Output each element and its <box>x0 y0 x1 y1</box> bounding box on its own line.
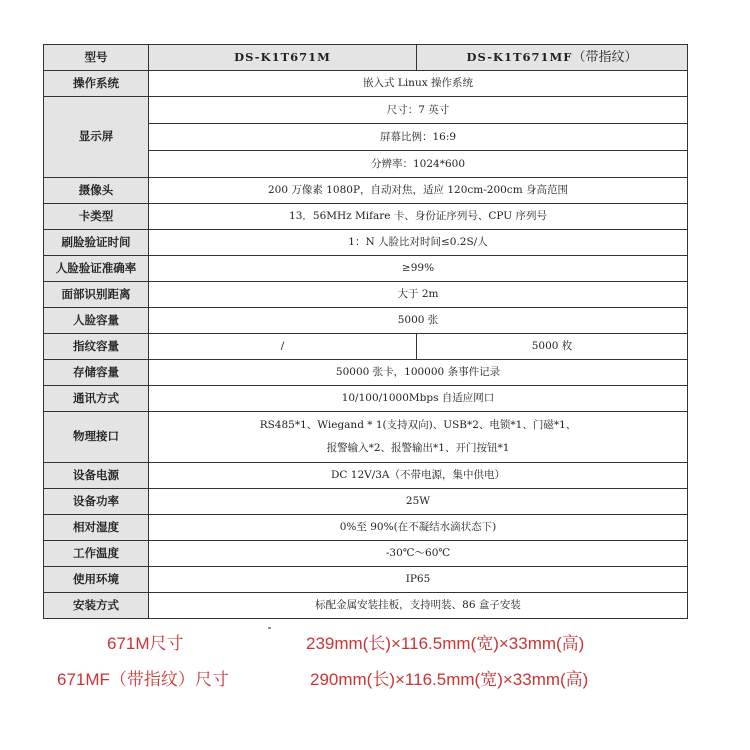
display-size-value: 尺寸：7 英寸 <box>149 97 688 124</box>
header-row <box>44 45 688 71</box>
row-label: 设备功率 <box>44 489 149 515</box>
display-ratio-value: 屏幕比例：16:9 <box>149 124 688 151</box>
row-environment <box>44 567 688 593</box>
stray-mark <box>268 627 271 629</box>
row-display-size <box>44 97 688 124</box>
row-card <box>44 204 688 230</box>
row-distance <box>44 282 688 308</box>
row-humidity <box>44 515 688 541</box>
row-value: 标配金属安装挂板，支持明装、86 盒子安装 <box>149 593 688 619</box>
row-value: 25W <box>149 489 688 515</box>
header-model-b-suffix: （带指纹） <box>572 49 638 65</box>
row-label: 存储容量 <box>44 360 149 386</box>
row-label: 操作系统 <box>44 71 149 97</box>
row-label: 指纹容量 <box>44 334 149 360</box>
row-label: 人脸验证准确率 <box>44 256 149 282</box>
dimension-m-value: 239mm(长)×116.5mm(宽)×33mm(高) <box>306 634 585 653</box>
row-fingerprint-capacity <box>44 334 688 360</box>
row-value: IP65 <box>149 567 688 593</box>
row-value: 1：N 人脸比对时间≤0.2S/人 <box>149 230 688 256</box>
row-verify-time <box>44 230 688 256</box>
row-label: 相对湿度 <box>44 515 149 541</box>
row-label: 人脸容量 <box>44 308 149 334</box>
row-value: 5000 张 <box>149 308 688 334</box>
row-value: 大于 2m <box>149 282 688 308</box>
row-os <box>44 71 688 97</box>
row-wattage <box>44 489 688 515</box>
row-label: 显示屏 <box>44 97 149 178</box>
row-label: 面部识别距离 <box>44 282 149 308</box>
row-value: 50000 张卡，100000 条事件记录 <box>149 360 688 386</box>
row-comm <box>44 386 688 412</box>
row-label: 摄像头 <box>44 178 149 204</box>
row-label: 使用环境 <box>44 567 149 593</box>
row-mounting <box>44 593 688 619</box>
row-accuracy <box>44 256 688 282</box>
row-value: 0%至 90%(在不凝结水滴状态下) <box>149 515 688 541</box>
row-value: -30℃～60℃ <box>149 541 688 567</box>
display-resolution-value: 分辨率：1024*600 <box>149 151 688 178</box>
row-label: 设备电源 <box>44 463 149 489</box>
row-camera <box>44 178 688 204</box>
dimension-mf-label: 671MF（带指纹）尺寸 <box>57 670 229 689</box>
header-model-b-name: DS-K1T671MF <box>466 49 573 64</box>
row-label: 卡类型 <box>44 204 149 230</box>
row-label: 刷脸验证时间 <box>44 230 149 256</box>
row-temperature <box>44 541 688 567</box>
header-model-b <box>417 45 688 71</box>
row-power <box>44 463 688 489</box>
interface-line-2: 报警输入*2、报警输出*1、开门按钮*1 <box>326 442 510 454</box>
row-value <box>149 412 688 463</box>
row-label: 通讯方式 <box>44 386 149 412</box>
row-value-model-b: 5000 枚 <box>417 334 688 360</box>
header-label: 型号 <box>44 45 149 71</box>
row-face-capacity <box>44 308 688 334</box>
row-label: 物理接口 <box>44 412 149 463</box>
row-value: 200 万像素 1080P，自动对焦，适应 120cm-200cm 身高范围 <box>149 178 688 204</box>
row-value: DC 12V/3A（不带电源，集中供电） <box>149 463 688 489</box>
row-label: 安装方式 <box>44 593 149 619</box>
row-value: 10/100/1000Mbps 自适应网口 <box>149 386 688 412</box>
dimension-m-label: 671M尺寸 <box>107 634 184 653</box>
row-interface <box>44 412 688 463</box>
dimension-mf-value: 290mm(长)×116.5mm(宽)×33mm(高) <box>310 670 589 689</box>
header-model-a: DS-K1T671M <box>149 45 417 71</box>
row-value: 嵌入式 Linux 操作系统 <box>149 71 688 97</box>
row-label: 工作温度 <box>44 541 149 567</box>
row-value: ≥99% <box>149 256 688 282</box>
row-storage <box>44 360 688 386</box>
spec-table <box>43 44 688 619</box>
row-value: 13．56MHz Mifare 卡、身份证序列号、CPU 序列号 <box>149 204 688 230</box>
interface-line-1: RS485*1、Wiegand * 1(支持双向)、USB*2、电锁*1、门磁*1、 <box>259 419 577 431</box>
row-value-model-a: / <box>149 334 417 360</box>
